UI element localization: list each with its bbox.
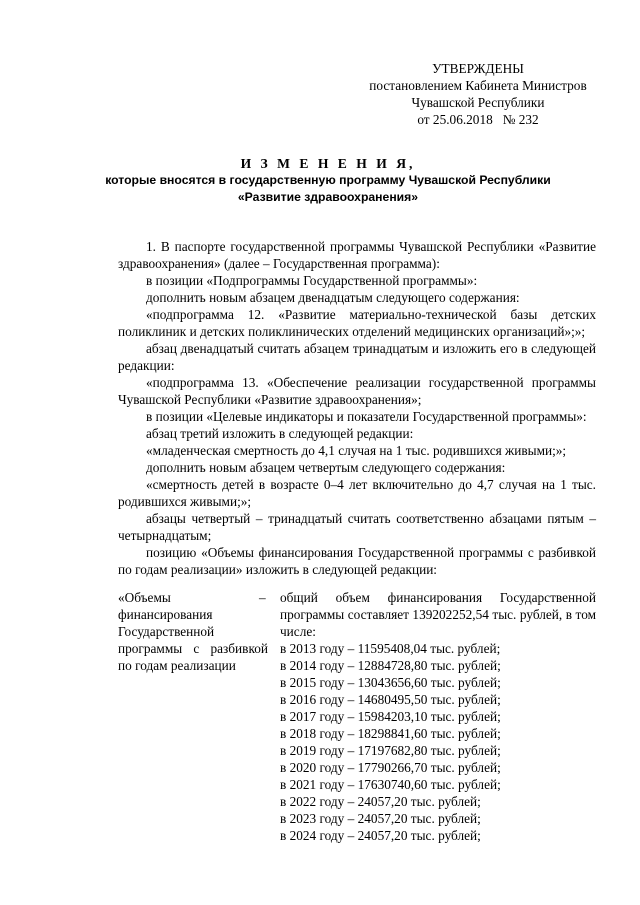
document-heading [88, 155, 568, 206]
paragraph: абзац двенадцатый считать абзацем тринадцатым и изложить его в следующей редакции: [118, 341, 596, 373]
year-row: в 2021 году – 17630740,60 тыс. рублей; [280, 777, 501, 792]
paragraph: дополнить новым абзацем двенадцатым следующего содержания: [146, 290, 520, 305]
paragraph: «подпрограмма 13. «Обеспечение реализации государственной программы Чувашской Республики «Развитие здравоохранения»; [118, 375, 596, 407]
paragraph: абзац третий изложить в следующей редакции: [146, 426, 414, 441]
approval-stamp [360, 60, 596, 128]
heading-subtitle-program: «Развитие здравоохранения» [237, 190, 419, 204]
paragraph: в позиции «Целевые индикаторы и показатели Государственной программы»: [146, 409, 587, 424]
financing-label [118, 589, 268, 674]
financing-label-text: «Объемы финансирования Государственной программы с разбивкой по годам реализации [118, 590, 268, 673]
paragraph: «смертность детей в возрасте 0–4 лет включительно до 4,7 случая на 1 тыс. родившихся живыми;»; [118, 477, 596, 509]
year-row: в 2020 году – 17790266,70 тыс. рублей; [280, 760, 501, 775]
year-row: в 2014 году – 12884728,80 тыс. рублей; [280, 658, 501, 673]
paragraph: в позиции «Подпрограммы Государственной программы»: [146, 273, 478, 288]
heading-subtitle: которые вносятся в государственную программу Чувашской Республики [105, 173, 551, 187]
paragraph: позицию «Объемы финансирования Государственной программы с разбивкой по годам реализации» изложить в следующей редакции: [118, 545, 596, 577]
financing-values [280, 589, 596, 844]
heading-title: И З М Е Н Е Н И Я, [240, 156, 416, 171]
year-row: в 2017 году – 15984203,10 тыс. рублей; [280, 709, 501, 724]
approval-date: от 25.06.2018 № 232 [417, 112, 539, 127]
paragraph: «младенческая смертность до 4,1 случая на 1 тыс. родившихся живыми;»; [146, 443, 567, 458]
paragraph: «подпрограмма 12. «Развитие материально-технической базы детских поликлиник и детских поликлинических отделений медицинских организаций»;»; [118, 307, 596, 339]
financing-intro: общий объем финансирования Государственной программы составляет 139202252,54 тыс. рублей, в том числе: [280, 590, 596, 639]
year-row: в 2016 году – 14680495,50 тыс. рублей; [280, 692, 501, 707]
document-body [118, 238, 596, 578]
year-row: в 2015 году – 13043656,60 тыс. рублей; [280, 675, 501, 690]
paragraph: дополнить новым абзацем четвертым следующего содержания: [146, 460, 506, 475]
year-row: в 2024 году – 24057,20 тыс. рублей; [280, 828, 481, 843]
year-row: в 2022 году – 24057,20 тыс. рублей; [280, 794, 481, 809]
year-row: в 2013 году – 11595408,04 тыс. рублей; [280, 641, 501, 656]
paragraph: абзацы четвертый – тринадцатый считать соответственно абзацами пятым – четырнадцатым; [118, 511, 596, 543]
approval-line: постановлением Кабинета Министров [369, 78, 587, 93]
year-row: в 2023 году – 24057,20 тыс. рублей; [280, 811, 481, 826]
paragraph: 1. В паспорте государственной программы Чувашской Республики «Развитие здравоохранения» (далее – Государственная программа): [118, 239, 596, 271]
approval-title: УТВЕРЖДЕНЫ [432, 61, 524, 76]
year-row: в 2018 году – 18298841,60 тыс. рублей; [280, 726, 501, 741]
approval-line: Чувашской Республики [411, 95, 545, 110]
year-row: в 2019 году – 17197682,80 тыс. рублей; [280, 743, 501, 758]
table-dash: – [259, 590, 266, 605]
